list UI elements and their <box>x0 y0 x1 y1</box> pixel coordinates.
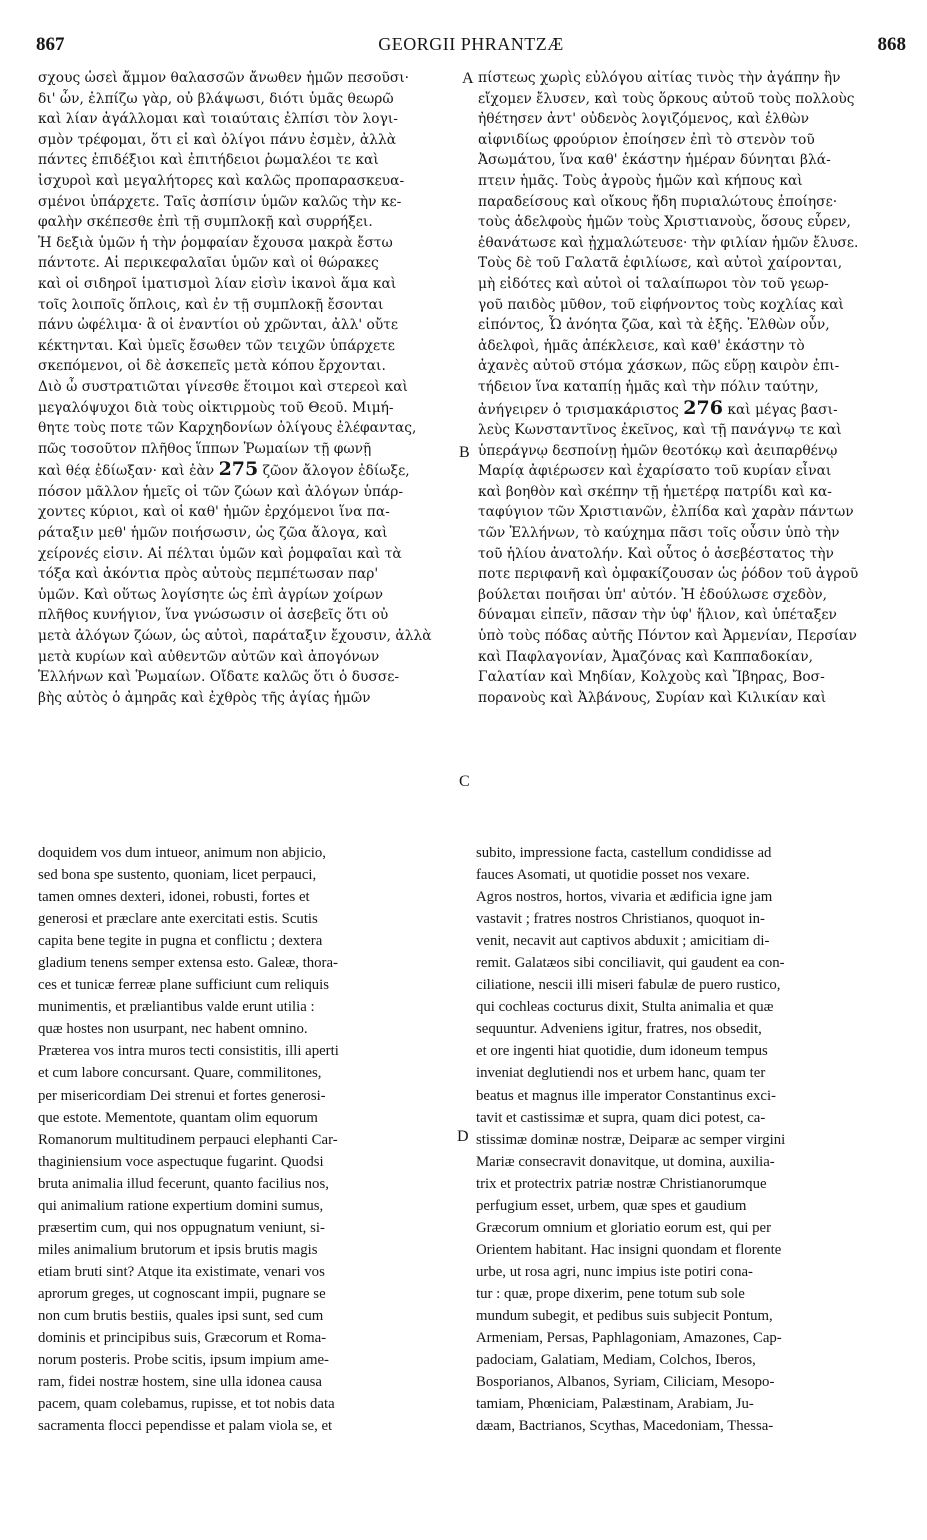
latin-line <box>476 1107 894 1129</box>
greek-line <box>38 336 460 357</box>
line-text: quæ hostes non usurpant, nec habent omnino. <box>38 1021 308 1038</box>
greek-line <box>478 502 896 523</box>
line-text: perfugium esset, urbem, quæ spes et gaudium <box>476 1197 747 1214</box>
line-text: thaginiensium voce aspectuque fugarint. Quodsi <box>38 1153 324 1170</box>
line-text: præsertim cum, qui nos oppugnatum veniunt, si- <box>38 1219 325 1236</box>
line-text: Armeniam, Persas, Paphlagoniam, Amazones, Cap- <box>476 1330 782 1347</box>
line-text: ὑπεράγνῳ δεσποίνῃ ἡμῶν θεοτόκῳ καὶ ἀειπαρθένῳ <box>478 442 838 459</box>
latin-line <box>38 1062 456 1084</box>
latin-line <box>38 1018 456 1040</box>
greek-line <box>38 605 460 626</box>
greek-line <box>478 212 896 233</box>
line-text: εἰπόντος, Ὦ ἀνόητα ζῶα, καὶ τὰ ἑξῆς. Ἐλθὼν οὖν, <box>478 317 830 334</box>
line-text: λεὺς Κωνσταντῖνος ἐκεῖνος, καὶ τῇ πανάγνῳ τε καὶ <box>478 422 842 439</box>
line-text: Ἀσωμάτου, ἵνα καθ' ἑκάστην ἡμέραν δύνηται βλά- <box>478 152 831 169</box>
line-text: βὴς αὐτὸς ὁ ἀμηρᾶς καὶ ἐχθρὸς τῆς ἁγίας ἡμῶν <box>38 689 371 706</box>
latin-line <box>476 930 894 952</box>
greek-line <box>478 461 896 482</box>
latin-line <box>476 1085 894 1107</box>
line-text: et ore ingenti hiat quotidie, dum idoneum tempus <box>476 1043 768 1060</box>
line-text: ταφύγιον τῶν Χριστιανῶν, ἐλπίδα καὶ χαρὰν πάντων <box>478 504 854 521</box>
line-text: πλῆθος κυνήγιον, ἵνα γνώσωσιν οἱ ἀσεβεῖς ὅτι οὐ <box>38 607 389 624</box>
line-text: ὑμῶν. Καὶ οὕτως λογίσητε ὡς ἐπὶ ἀγρίων χοίρων <box>38 586 383 603</box>
line-text: καὶ θέᾳ ἐδίωξαν· καὶ ἐὰν <box>38 463 219 480</box>
latin-line <box>476 1217 894 1239</box>
greek-line <box>478 564 896 585</box>
greek-line <box>478 667 896 688</box>
greek-line <box>38 523 460 544</box>
latin-line <box>476 1151 894 1173</box>
line-text: generosi et præclare ante exercitati estis. Scutis <box>38 911 318 928</box>
greek-line <box>38 68 460 89</box>
section-marker-d: D <box>457 1128 469 1145</box>
line-text: πάντες ἐπιδέξιοι καὶ ἐπιτήδειοι ῥωμαλέοι τε καὶ <box>38 152 379 169</box>
line-text: καὶ βοηθὸν καὶ σκέπην τῇ ἡμετέρᾳ πατρίδι καὶ κα- <box>478 483 832 500</box>
line-text: Præterea vos intra muros tecti consistitis, illi aperti <box>38 1043 339 1060</box>
latin-line <box>38 1349 456 1371</box>
latin-line <box>38 974 456 996</box>
line-text: Bosporianos, Albanos, Syriam, Ciliciam, Mesopo- <box>476 1374 775 1391</box>
greek-line <box>478 626 896 647</box>
greek-line <box>38 459 460 482</box>
greek-line <box>38 130 460 151</box>
latin-line <box>38 1040 456 1062</box>
line-text: beatus et magnus ille imperator Constantinus exci- <box>476 1087 776 1104</box>
line-text: πίστεως χωρὶς εὐλόγου αἰτίας τινὸς τὴν ἀγάπην ἣν <box>478 70 841 86</box>
line-text: subito, impressione facta, castellum condidisse ad <box>476 845 772 861</box>
line-text: θητε τοὺς ποτε τῶν Καρχηδονίων ὀλίγους ἐλέφαντας, <box>38 420 417 437</box>
line-text: urbe, ut rosa agri, nunc impius iste potiri cona- <box>476 1263 753 1280</box>
line-text: ἀχανὲς αὐτοῦ στόμα χάσκων, πῶς εὕρῃ καιρὸν ἐπι- <box>478 358 840 375</box>
greek-line <box>478 130 896 151</box>
latin-line <box>38 1305 456 1327</box>
line-text: ὑπὸ τοὺς πόδας αὐτῆς Πόντον καὶ Ἀρμενίαν, Περσίαν <box>478 628 857 645</box>
line-text: μετὰ κυρίων καὶ αὐθεντῶν αὐτῶν καὶ ἀπογόνων <box>38 648 380 665</box>
line-text: πῶς τοσοῦτον πλῆθος ἵππων Ῥωμαίων τῇ φωνῇ <box>38 440 372 457</box>
greek-line <box>38 439 460 460</box>
line-text: ἀνήγειρεν ὁ τρισμακάριστος <box>478 401 684 418</box>
latin-line <box>38 864 456 886</box>
greek-line <box>38 398 460 419</box>
greek-line <box>478 377 896 398</box>
line-text: δύναμαι εἰπεῖν, πᾶσαν τὴν ὑφ' ἥλιον, καὶ ὑπέταξεν <box>478 607 837 624</box>
line-text: καὶ Παφλαγονίαν, Ἀμαζόνας καὶ Καππαδοκίαν, <box>478 648 814 665</box>
greek-line <box>38 192 460 213</box>
line-text: ράταξιν μεθ' ἡμῶν ποιήσωσιν, ὡς ζῶα ἄλογα, καὶ <box>38 525 388 542</box>
line-text: fauces Asomati, ut quotidie posset nos vexare. <box>476 867 750 884</box>
latin-line <box>38 1371 456 1393</box>
latin-line <box>476 1040 894 1062</box>
latin-line <box>476 1018 894 1040</box>
line-text: κέκτηνται. Καὶ ὑμεῖς ἔσωθεν τῶν τειχῶν ὑπάρχετε <box>38 337 395 354</box>
latin-line <box>38 952 456 974</box>
greek-line <box>38 647 460 668</box>
line-text: miles animalium brutorum et ipsis brutis magis <box>38 1241 318 1258</box>
greek-line <box>478 605 896 626</box>
line-text: πτειν ἡμᾶς. Τοὺς ἀγροὺς ἡμῶν καὶ κήπους καὶ <box>478 172 803 189</box>
greek-line <box>478 523 896 544</box>
greek-line <box>478 109 896 130</box>
line-text-tail: ζῶον ἄλογον ἐδίωξε, <box>258 463 410 480</box>
latin-line <box>476 1195 894 1217</box>
latin-line <box>476 1393 894 1415</box>
greek-line <box>478 482 896 503</box>
latin-line <box>476 864 894 886</box>
greek-text-right-column <box>478 68 896 708</box>
greek-line <box>38 356 460 377</box>
latin-text-right-column <box>476 842 894 1437</box>
line-text: munimentis, et præliantibus valde erunt utilia : <box>38 999 315 1016</box>
latin-line <box>38 1151 456 1173</box>
line-text: non cum brutis bestiis, quales ipsi sunt, sed cum <box>38 1307 324 1324</box>
line-text: Græcorum omnium et gloriatio eorum est, qui per <box>476 1219 772 1236</box>
latin-line <box>476 886 894 908</box>
line-text: stissimæ dominæ nostræ, Deiparæ ac semper virgini <box>476 1131 786 1148</box>
line-text: norum posteris. Probe scitis, ipsum impium ame- <box>38 1352 329 1369</box>
latin-line <box>476 1283 894 1305</box>
line-text: Διὸ ὦ συστρατιῶται γίνεσθε ἕτοιμοι καὶ στερεοὶ καὶ <box>38 378 408 395</box>
line-text: aprorum greges, ut cognoscant impii, pugnare se <box>38 1285 326 1302</box>
line-text: per misericordiam Dei strenui et fortes generosi- <box>38 1087 326 1104</box>
line-text: tavit et castissimæ et supra, quam dici potest, ca- <box>476 1109 766 1126</box>
line-text: χοντες κύριοι, καὶ οἱ καθ' ἡμῶν ἐρχόμενοι ἵνα πα- <box>38 504 390 521</box>
line-text: et cum labore concursant. Quare, commilitones, <box>38 1065 322 1082</box>
line-text: tamen omnes dexteri, idonei, robusti, fortes et <box>38 889 310 906</box>
greek-line <box>478 253 896 274</box>
line-text: τόξα καὶ ἀκόντια πρὸς αὐτοὺς πεμπέτωσαν παρ' <box>38 566 379 583</box>
line-text: ciliatione, nescii illi miseri fabulæ de puero rustico, <box>476 977 781 994</box>
greek-line <box>478 441 896 462</box>
latin-line <box>476 996 894 1018</box>
section-marker-b: B <box>459 444 470 461</box>
greek-line <box>38 626 460 647</box>
greek-line <box>38 418 460 439</box>
latin-line <box>476 1239 894 1261</box>
line-text: χείρονές εἰσιν. Αἱ πέλται ὑμῶν καὶ ῥομφαῖαι καὶ τὰ <box>38 545 402 562</box>
greek-line <box>478 688 896 709</box>
latin-line <box>38 842 456 864</box>
latin-line <box>476 1062 894 1084</box>
latin-line <box>38 886 456 908</box>
line-text: etiam bruti sint? Atque ita existimate, venari vos <box>38 1263 325 1280</box>
latin-line <box>38 1261 456 1283</box>
line-text: qui animalium ratione expertium domini sumus, <box>38 1197 324 1214</box>
page-number-right: 868 <box>877 34 906 55</box>
greek-line <box>38 212 460 233</box>
greek-line <box>478 68 896 89</box>
latin-line <box>476 1173 894 1195</box>
line-text: αἰφνιδίως φρούριον ἐποίησεν ἐπὶ τὸ στενὸν τοῦ <box>478 131 815 148</box>
greek-line <box>38 274 460 295</box>
latin-line <box>38 1239 456 1261</box>
line-text: τῶν Ἑλλήνων, τὸ καύχημα πᾶσι τοῖς οὖσιν ὑπὸ τὴν <box>478 525 840 542</box>
greek-line <box>38 502 460 523</box>
section-marker-a: A <box>462 70 474 87</box>
line-text: Orientem habitant. Hac insigni quondam et florente <box>476 1241 782 1258</box>
line-text: sequuntur. Adveniens igitur, fratres, nos obsedit, <box>476 1021 762 1038</box>
greek-line <box>38 253 460 274</box>
greek-line <box>38 89 460 110</box>
line-text: μεγαλόψυχοι διὰ τοὺς οἰκτιρμοὺς τοῦ Θεοῦ. Μιμή- <box>38 399 394 416</box>
latin-line <box>38 1173 456 1195</box>
latin-line <box>38 930 456 952</box>
line-text: ἀδελφοὶ, ἡμᾶς ἀπέκλεισε, καὶ καθ' ἑκάστην τὸ <box>478 337 805 354</box>
latin-line <box>38 1415 456 1437</box>
line-text: tur : quæ, prope dixerim, pene totum sub sole <box>476 1285 745 1302</box>
latin-line <box>38 1393 456 1415</box>
latin-line <box>476 908 894 930</box>
line-text: εἴχομεν ἔλυσεν, καὶ τοὺς ὅρκους αὐτοῦ τοὺς πολλοὺς <box>478 90 855 107</box>
line-text: σχους ὡσεὶ ἄμμον θαλασσῶν ἄνωθεν ἡμῶν πεσοῦσι· <box>38 70 410 86</box>
line-text: τοῖς λοιποῖς ὅπλοις, καὶ ἐν τῇ συμπλοκῇ ἔσονται <box>38 296 384 313</box>
line-text: πορανοὺς καὶ Ἀλβάνους, Συρίαν καὶ Κιλικίαν καὶ <box>478 689 827 706</box>
latin-line <box>38 1283 456 1305</box>
greek-line <box>478 544 896 565</box>
line-text: καὶ οἱ σιδηροῖ ἱματισμοὶ λίαν εἰσὶν ἱκανοὶ ἅμα καὶ <box>38 275 397 292</box>
greek-line <box>478 233 896 254</box>
latin-line <box>476 842 894 864</box>
line-text-tail: καὶ μέγας βασι- <box>722 401 838 418</box>
latin-line <box>38 1327 456 1349</box>
greek-line <box>38 482 460 503</box>
greek-line <box>38 585 460 606</box>
line-text: σμένοι ὑπάρχετε. Ταῖς ἀσπίσιν ὑμῶν καλῶς τὴν κε- <box>38 193 402 210</box>
greek-line <box>478 647 896 668</box>
line-text: mundum subegit, et pedibus suis subjecit Pontum, <box>476 1307 773 1324</box>
latin-line <box>476 1415 894 1437</box>
greek-line <box>38 315 460 336</box>
greek-line <box>38 171 460 192</box>
running-head <box>36 34 906 58</box>
latin-line <box>38 1129 456 1151</box>
latin-text-left-column <box>38 842 456 1437</box>
line-text: φαλὴν σκέπεσθε ἐπὶ τῇ συμπλοκῇ καὶ συρρήξει. <box>38 214 373 231</box>
line-text: πάνυ ὠφέλιμα· ἃ οἱ ἐναντίοι οὐ χρῶνται, ἀλλ' οὔτε <box>38 317 399 334</box>
line-text: sacramenta flocci pependisse et palam viola se, et <box>38 1418 333 1435</box>
greek-line <box>478 192 896 213</box>
latin-line <box>476 974 894 996</box>
line-text: Ἑλλήνων καὶ Ῥωμαίων. Οἴδατε καλῶς ὅτι ὁ δυσσε- <box>38 669 400 686</box>
greek-line <box>478 398 896 421</box>
line-text: qui cochleas cocturus dixit, Stulta animalia et quæ <box>476 999 774 1016</box>
line-text: βούλεται ποιῆσαι ὑπ' αὐτόν. Ἡ ἐδούλωσε σχεδὸν, <box>478 586 828 603</box>
line-text: ces et tunicæ ferreæ plane sufficiunt cum reliquis <box>38 977 330 994</box>
line-text: σκεπόμενοι, οἱ δὲ ἀσκεπεῖς μετὰ κόπου ἔρχονται. <box>38 358 386 375</box>
page-number-left: 867 <box>36 34 65 55</box>
greek-line <box>38 688 460 709</box>
latin-line <box>476 1349 894 1371</box>
line-text: padociam, Galatiam, Mediam, Colchos, Iberos, <box>476 1352 756 1369</box>
line-text: que estote. Mementote, quantam olim equorum <box>38 1109 318 1126</box>
latin-line <box>476 1327 894 1349</box>
line-text: ποτε περιφανῆ καὶ ὀμφακίζουσαν ὡς ῥόδον τοῦ ἀγροῦ <box>478 566 859 583</box>
latin-line <box>476 952 894 974</box>
latin-line <box>476 1261 894 1283</box>
line-text: Μαρίᾳ ἀφιέρωσεν καὶ ἐχαρίσατο τοῦ κυρίαν εἶναι <box>478 463 832 480</box>
latin-line <box>476 1371 894 1393</box>
latin-line <box>38 1195 456 1217</box>
greek-line <box>478 420 896 441</box>
line-text: tamiam, Phœniciam, Palæstinam, Arabiam, Ju- <box>476 1396 754 1413</box>
greek-line <box>38 564 460 585</box>
greek-text-left-column <box>38 68 460 708</box>
greek-line <box>478 171 896 192</box>
line-text: dominis et principibus suis, Græcorum et Roma- <box>38 1330 327 1347</box>
line-text: τήδειον ἵνα καταπίῃ ἡμᾶς καὶ τὴν πόλιν ταύτην, <box>478 378 819 395</box>
line-text: Mariæ consecravit donavitque, ut domina, auxilia- <box>476 1153 775 1170</box>
greek-line <box>38 667 460 688</box>
line-text: σμὸν τρέφομαι, ὅτι εἰ καὶ ὀλίγοι πάνυ ἐσμὲν, ἀλλὰ <box>38 131 397 148</box>
line-text: vastavit ; fratres nostros Christianos, quoquot in- <box>476 911 765 928</box>
line-text: μετὰ ἀλόγων ζώων, ὡς αὐτοὶ, παράταξιν ἔχουσιν, ἀλλὰ <box>38 628 432 645</box>
greek-line <box>478 356 896 377</box>
line-text: παραδείσους καὶ οἴκους ἤδη πυριαλώτους ἐποίησε· <box>478 193 838 210</box>
line-text: ram, fidei nostræ hostem, sine ulla idonea causa <box>38 1374 322 1391</box>
greek-line <box>478 336 896 357</box>
greek-line <box>478 315 896 336</box>
line-text: Romanorum multitudinem perpauci elephanti Car- <box>38 1131 338 1148</box>
greek-line <box>38 150 460 171</box>
line-text: πόσον μᾶλλον ἡμεῖς οἱ τῶν ζώων καὶ ἀλόγων ὑπάρ- <box>38 483 404 500</box>
greek-line <box>38 295 460 316</box>
latin-line <box>38 1085 456 1107</box>
line-text: gladium tenens semper extensa esto. Galeæ, thora- <box>38 955 338 972</box>
greek-line <box>38 233 460 254</box>
line-text: pacem, quam colebamus, rupisse, et tot nobis data <box>38 1396 335 1413</box>
line-text: doquidem vos dum intueor, animum non abjicio, <box>38 845 326 861</box>
line-text: venit, necavit aut captivos abduxit ; amicitiam di- <box>476 933 770 950</box>
line-text: τοὺς ἀδελφοὺς ἡμῶν τοὺς Χριστιανοὺς, ὅσους εὗρεν, <box>478 214 851 231</box>
greek-line <box>38 377 460 398</box>
latin-line <box>476 1129 894 1151</box>
line-text: sed bona spe sustento, quoniam, licet perpauci, <box>38 867 317 884</box>
line-text: γοῦ παιδὸς μῦθον, τοῦ εἰφήνοντος τοὺς κοχλίας καὶ <box>478 296 844 313</box>
line-text: δι' ὧν, ἐλπίζω γὰρ, οὐ βλάψωσι, διότι ὑμᾶς θεωρῶ <box>38 90 394 107</box>
greek-line <box>38 544 460 565</box>
greek-line <box>478 585 896 606</box>
line-text: inveniat deglutiendi nos et urbem hanc, quam ter <box>476 1065 766 1082</box>
marginal-page-number: 276 <box>683 397 723 419</box>
line-text: πάντοτε. Αἱ περικεφαλαῖαι ὑμῶν καὶ οἱ θώρακες <box>38 255 379 272</box>
line-text: remit. Galatæos sibi conciliavit, qui gaudent ea con- <box>476 955 785 972</box>
line-text: ἠθέτησεν ἀντ' οὐδενὸς λογιζόμενος, καὶ ἐλθὼν <box>478 111 810 128</box>
line-text: μὴ εἰδότες καὶ αὐτοὶ οἱ ταλαίπωροι τὸν τοῦ γεωρ- <box>478 275 829 292</box>
line-text: capita bene tegite in pugna et conflictu ; dextera <box>38 933 323 950</box>
latin-line <box>38 1107 456 1129</box>
line-text: Ἡ δεξιὰ ὑμῶν ἡ τὴν ῥομφαίαν ἔχουσα μακρὰ ἔστω <box>38 234 393 251</box>
line-text: καὶ λίαν ἀγάλλομαι καὶ τοιαύταις ἐλπίσι τὸν λογι- <box>38 111 398 128</box>
marginal-page-number: 275 <box>218 459 259 481</box>
running-title: GEORGII PHRANTZÆ <box>378 34 564 54</box>
latin-line <box>38 1217 456 1239</box>
line-text: ἐθανάτωσε καὶ ᾐχμαλώτευσε· τὴν φιλίαν ἡμῶν ἔλυσε. <box>478 234 859 251</box>
line-text: dæam, Bactrianos, Scythas, Macedoniam, Thessa- <box>476 1418 774 1435</box>
greek-line <box>478 89 896 110</box>
greek-line <box>38 109 460 130</box>
line-text: ἰσχυροὶ καὶ μεγαλήτορες καὶ καλῶς προπαρασκευα- <box>38 172 405 189</box>
line-text: Τοὺς δὲ τοῦ Γαλατᾶ ἐφιλίωσε, καὶ αὐτοὶ χαίρονται, <box>478 255 843 272</box>
line-text: Agros nostros, hortos, vivaria et ædificia igne jam <box>476 889 773 906</box>
greek-line <box>478 150 896 171</box>
line-text: trix et protectrix patriæ nostræ Christianorumque <box>476 1175 767 1192</box>
greek-line <box>478 295 896 316</box>
greek-line <box>478 274 896 295</box>
line-text: Γαλατίαν καὶ Μηδίαν, Κολχοὺς καὶ Ἴβηρας, Βοσ- <box>478 669 825 686</box>
line-text: bruta animalia illud fecerunt, quanto facilius nos, <box>38 1175 329 1192</box>
latin-line <box>476 1305 894 1327</box>
latin-line <box>38 996 456 1018</box>
section-marker-c: C <box>459 773 470 790</box>
line-text: τοῦ ἡλίου ἀνατολήν. Καὶ οὗτος ὁ ἀσεβέστατος τὴν <box>478 545 834 562</box>
latin-line <box>38 908 456 930</box>
